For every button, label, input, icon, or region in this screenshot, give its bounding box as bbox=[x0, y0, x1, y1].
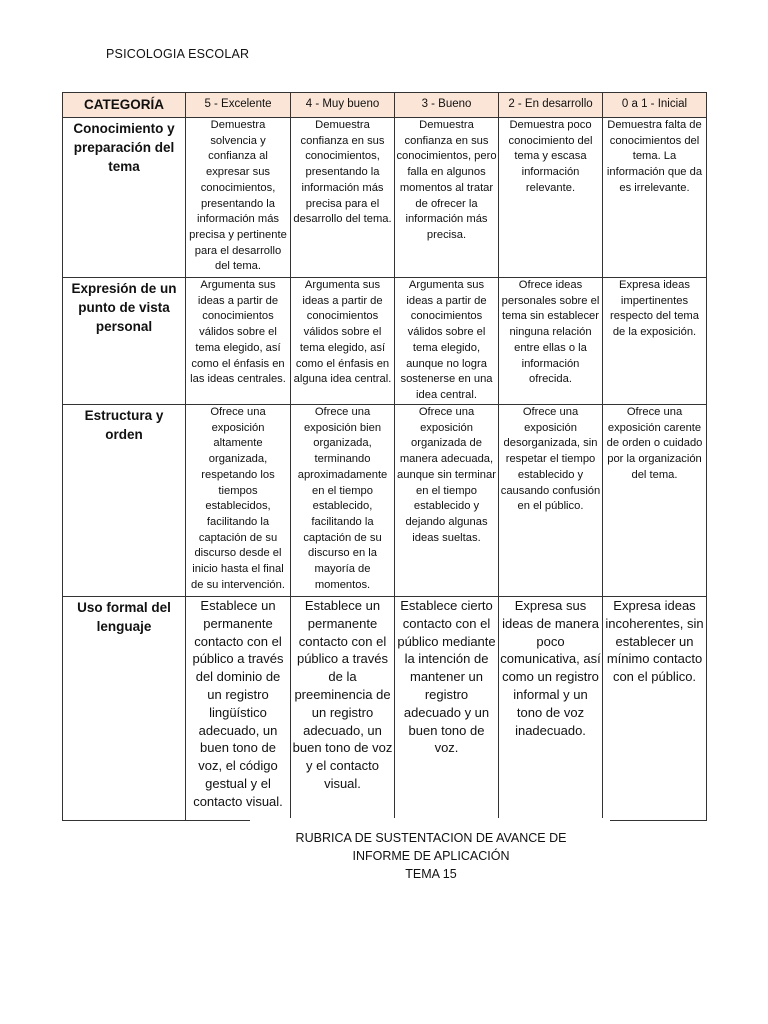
footer-caption-clipped-line: TEMA 15 bbox=[405, 867, 457, 881]
criteria-cell: Argumenta sus ideas a partir de conocimientos válidos sobre el tema elegido, aunque no logra sostenerse en una idea central. bbox=[395, 278, 499, 405]
criteria-cell: Demuestra falta de conocimientos del tema. La información que da es irrelevante. bbox=[603, 118, 707, 278]
table-row bbox=[63, 278, 707, 405]
criteria-cell: Demuestra confianza en sus conocimientos, presentando la información más precisa para el desarrollo del tema. bbox=[291, 118, 395, 278]
criteria-cell: Expresa sus ideas de manera poco comunicativa, así como un registro informal y un tono de voz inadecuado. bbox=[499, 597, 603, 821]
criteria-cell: Demuestra poco conocimiento del tema y escasa información relevante. bbox=[499, 118, 603, 278]
criteria-cell: Demuestra confianza en sus conocimientos, pero falla en algunos momentos al tratar de ofrecer la información más precisa. bbox=[395, 118, 499, 278]
table-header-row bbox=[63, 93, 707, 118]
header-level-inicial: 0 a 1 - Inicial bbox=[603, 93, 707, 118]
page-header-title: PSICOLOGIA ESCOLAR bbox=[106, 47, 250, 61]
criteria-cell: Expresa ideas impertinentes respecto del tema de la exposición. bbox=[603, 278, 707, 405]
criteria-cell: Ofrece una exposición altamente organizada, respetando los tiempos establecidos, facilitando la captación de su discurso desde el inicio hasta el final de su intervención. bbox=[186, 405, 291, 597]
header-level-en-desarrollo: 2 - En desarrollo bbox=[499, 93, 603, 118]
criteria-cell: Expresa ideas incoherentes, sin establecer un mínimo contacto con el público. bbox=[603, 597, 707, 821]
criteria-cell: Ofrece una exposición bien organizada, terminando aproximadamente en el tiempo establecido, facilitando la captación de su discurso en la mayoría de momentos. bbox=[291, 405, 395, 597]
criteria-cell: Argumenta sus ideas a partir de conocimientos válidos sobre el tema elegido, así como el énfasis en las ideas centrales. bbox=[186, 278, 291, 405]
criteria-cell: Establece un permanente contacto con el público a través de la preeminencia de un registro adecuado, un buen tono de voz y el contacto visual. bbox=[291, 597, 395, 821]
category-cell: Uso formal del lenguaje bbox=[63, 597, 186, 821]
criteria-cell: Establece cierto contacto con el público mediante la intención de mantener un registro adecuado y un buen tono de voz. bbox=[395, 597, 499, 821]
rubric-table bbox=[62, 92, 707, 821]
header-level-muy-bueno: 4 - Muy bueno bbox=[291, 93, 395, 118]
criteria-cell: Ofrece ideas personales sobre el tema sin establecer ninguna relación entre ellas o la información ofrecida. bbox=[499, 278, 603, 405]
category-cell: Expresión de un punto de vista personal bbox=[63, 278, 186, 405]
header-level-excelente: 5 - Excelente bbox=[186, 93, 291, 118]
criteria-cell: Ofrece una exposición desorganizada, sin respetar el tiempo establecido y causando confusión en el público. bbox=[499, 405, 603, 597]
table-row bbox=[63, 597, 707, 821]
footer-caption-line: INFORME DE APLICACIÓN bbox=[352, 849, 510, 863]
table-row bbox=[63, 118, 707, 278]
criteria-cell: Ofrece una exposición carente de orden o cuidado por la organización del tema. bbox=[603, 405, 707, 597]
header-category: CATEGORÍA bbox=[63, 93, 186, 118]
category-cell: Conocimiento y preparación del tema bbox=[63, 118, 186, 278]
criteria-cell: Demuestra solvencia y confianza al expresar sus conocimientos, presentando la información más precisa y pertinente para el desarrollo del tema. bbox=[186, 118, 291, 278]
table-row bbox=[63, 405, 707, 597]
criteria-cell: Establece un permanente contacto con el público a través del dominio de un registro lingüístico adecuado, un buen tono de voz, el código gestual y el contacto visual. bbox=[186, 597, 291, 821]
header-level-bueno: 3 - Bueno bbox=[395, 93, 499, 118]
footer-caption bbox=[240, 829, 622, 865]
criteria-cell: Ofrece una exposición organizada de manera adecuada, aunque sin terminar en el tiempo establecido y dejando algunas ideas sueltas. bbox=[395, 405, 499, 597]
criteria-cell: Argumenta sus ideas a partir de conocimientos válidos sobre el tema elegido, así como el énfasis en alguna idea central. bbox=[291, 278, 395, 405]
footer-caption-line: RUBRICA DE SUSTENTACION DE AVANCE DE bbox=[295, 831, 567, 845]
category-cell: Estructura y orden bbox=[63, 405, 186, 597]
